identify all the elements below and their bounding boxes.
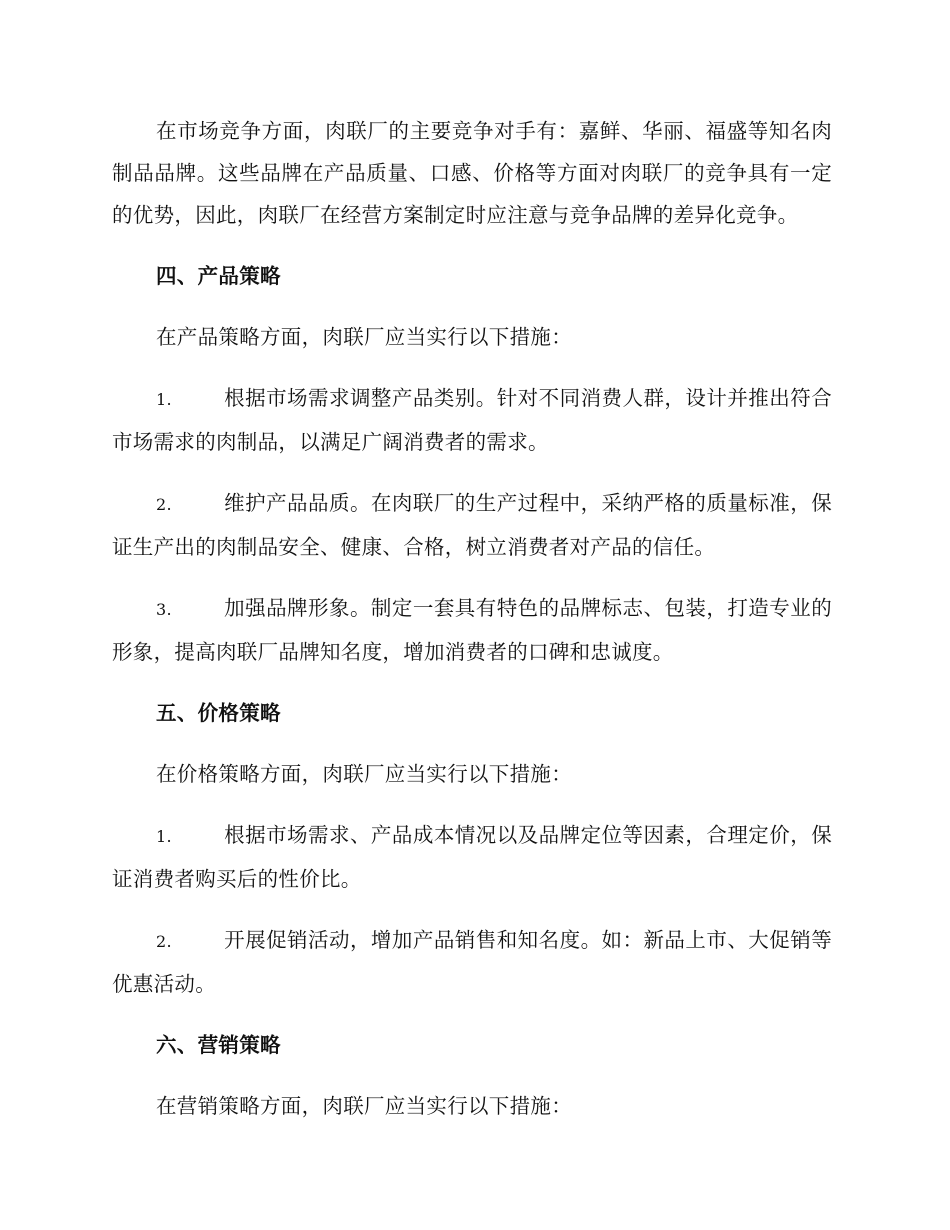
price-strategy-intro: 在价格策略方面，肉联厂应当实行以下措施： (156, 762, 572, 786)
list-number: 2. (156, 932, 172, 951)
list-item-text: 加强品牌形象。制定一套具有特色的品牌标志、包装，打造专业的形象，提高肉联厂品牌知名度，增加消费者的口碑和忠诚度。 (112, 596, 832, 664)
list-item-text: 根据市场需求、产品成本情况以及品牌定位等因素，合理定价，保证消费者购买后的性价比。 (112, 823, 832, 891)
section-heading-marketing-strategy: 六、营销策略 (156, 1033, 281, 1057)
section-heading-product-strategy: 四、产品策略 (156, 264, 281, 288)
list-item-text: 根据市场需求调整产品类别。针对不同消费人群，设计并推出符合市场需求的肉制品，以满足广阔消费者的需求。 (112, 386, 832, 454)
list-item (112, 587, 832, 673)
list-number: 1. (156, 390, 172, 409)
list-number: 2. (156, 495, 172, 514)
list-item (112, 482, 832, 568)
list-item (112, 919, 832, 1005)
list-item (112, 814, 832, 900)
competition-paragraph: 在市场竞争方面，肉联厂的主要竞争对手有：嘉鲜、华丽、福盛等知名肉制品品牌。这些品牌在产品质量、口感、价格等方面对肉联厂的竞争具有一定的优势，因此，肉联厂在经营方案制定时应注意与竞争品牌的差异化竞争。 (112, 119, 832, 227)
product-strategy-intro: 在产品策略方面，肉联厂应当实行以下措施： (156, 325, 572, 349)
list-item (112, 377, 832, 463)
list-number: 1. (156, 827, 172, 846)
marketing-strategy-intro: 在营销策略方面，肉联厂应当实行以下措施： (156, 1094, 572, 1118)
list-number: 3. (156, 600, 172, 619)
section-heading-price-strategy: 五、价格策略 (156, 701, 281, 725)
list-item-text: 维护产品品质。在肉联厂的生产过程中，采纳严格的质量标准，保证生产出的肉制品安全、健康、合格，树立消费者对产品的信任。 (112, 491, 832, 559)
document-body (112, 110, 832, 1146)
list-item-text: 开展促销活动，增加产品销售和知名度。如：新品上市、大促销等优惠活动。 (112, 928, 832, 996)
